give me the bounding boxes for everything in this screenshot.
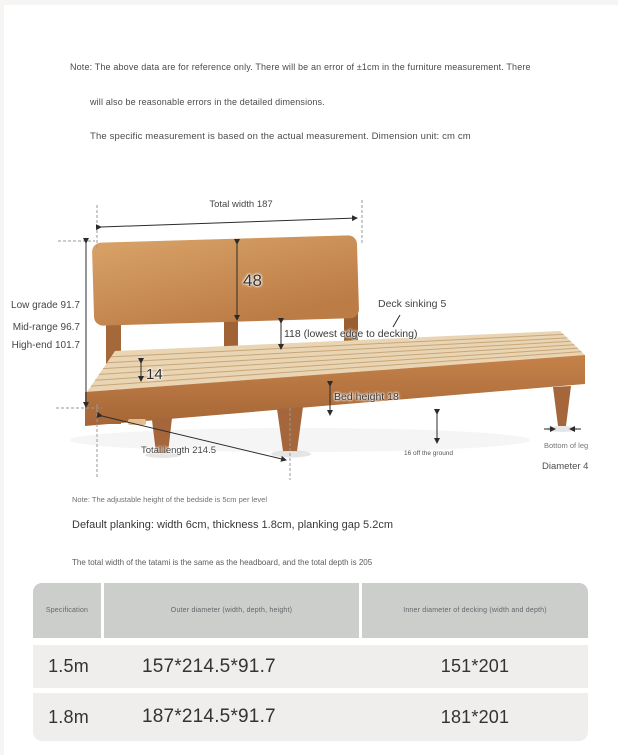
header-specification: Specification: [33, 583, 104, 638]
label-frame-thickness: 14: [146, 366, 163, 383]
cell-inner: 181*201: [440, 706, 510, 727]
total-width-arrow: [101, 218, 357, 227]
note-adjustable-height: Note: The adjustable height of the bedside is 5cm per level: [72, 495, 267, 504]
cell-inner: 151*201: [440, 656, 510, 676]
label-grade-low: Low grade 91.7: [11, 300, 80, 311]
note-reference-line3: The specific measurement is based on the actual measurement. Dimension unit: cm cm: [90, 131, 471, 142]
label-leg-diameter: Diameter 4: [542, 461, 589, 472]
table-row: [33, 693, 588, 741]
label-deck-sinking: Deck sinking 5: [378, 298, 447, 310]
note-default-planking: Default planking: width 6cm, thickness 1.8cm, planking gap 5.2cm: [72, 519, 393, 531]
label-bottom-of-leg: Bottom of leg: [544, 441, 589, 450]
cell-size: 1.8m: [48, 706, 89, 727]
note-reference-line2: will also be reasonable errors in the detailed dimensions.: [90, 97, 325, 107]
cell-size: 1.5m: [48, 656, 89, 676]
spec-table: [33, 583, 588, 746]
table-row: [33, 645, 588, 688]
label-total-length: Total length 214.5: [141, 445, 217, 456]
note-reference-line1: Note: The above data are for reference only. There will be an error of ±1cm in the furniture measurement. There: [70, 62, 531, 72]
bed-dimension-diagram: [0, 188, 618, 488]
label-total-width: Total width 187: [209, 199, 273, 210]
label-bed-height: Bed height 18: [334, 391, 399, 403]
cell-outer: 187*214.5*91.7: [142, 706, 276, 727]
header-inner-diameter: Inner diameter of decking (width and depth): [403, 607, 547, 614]
spec-table-header-row: [33, 583, 588, 638]
deck-sinking-pointer: [393, 315, 400, 327]
label-grade-mid: Mid-range 96.7: [12, 322, 80, 333]
header-outer-diameter: Outer diameter (width, depth, height): [104, 583, 362, 638]
label-lowest-edge: 118 (lowest edge to decking): [284, 328, 418, 340]
top-edge-strip: [0, 0, 618, 5]
label-headboard-height: 48: [243, 271, 262, 290]
note-tatami-width: The total width of the tatami is the same as the headboard, and the total depth is 205: [72, 558, 373, 567]
headboard: [92, 235, 359, 326]
label-ground-clearance: 16 off the ground: [404, 450, 454, 457]
cell-outer: 157*214.5*91.7: [142, 655, 276, 677]
label-grade-high: High-end 101.7: [11, 340, 80, 351]
